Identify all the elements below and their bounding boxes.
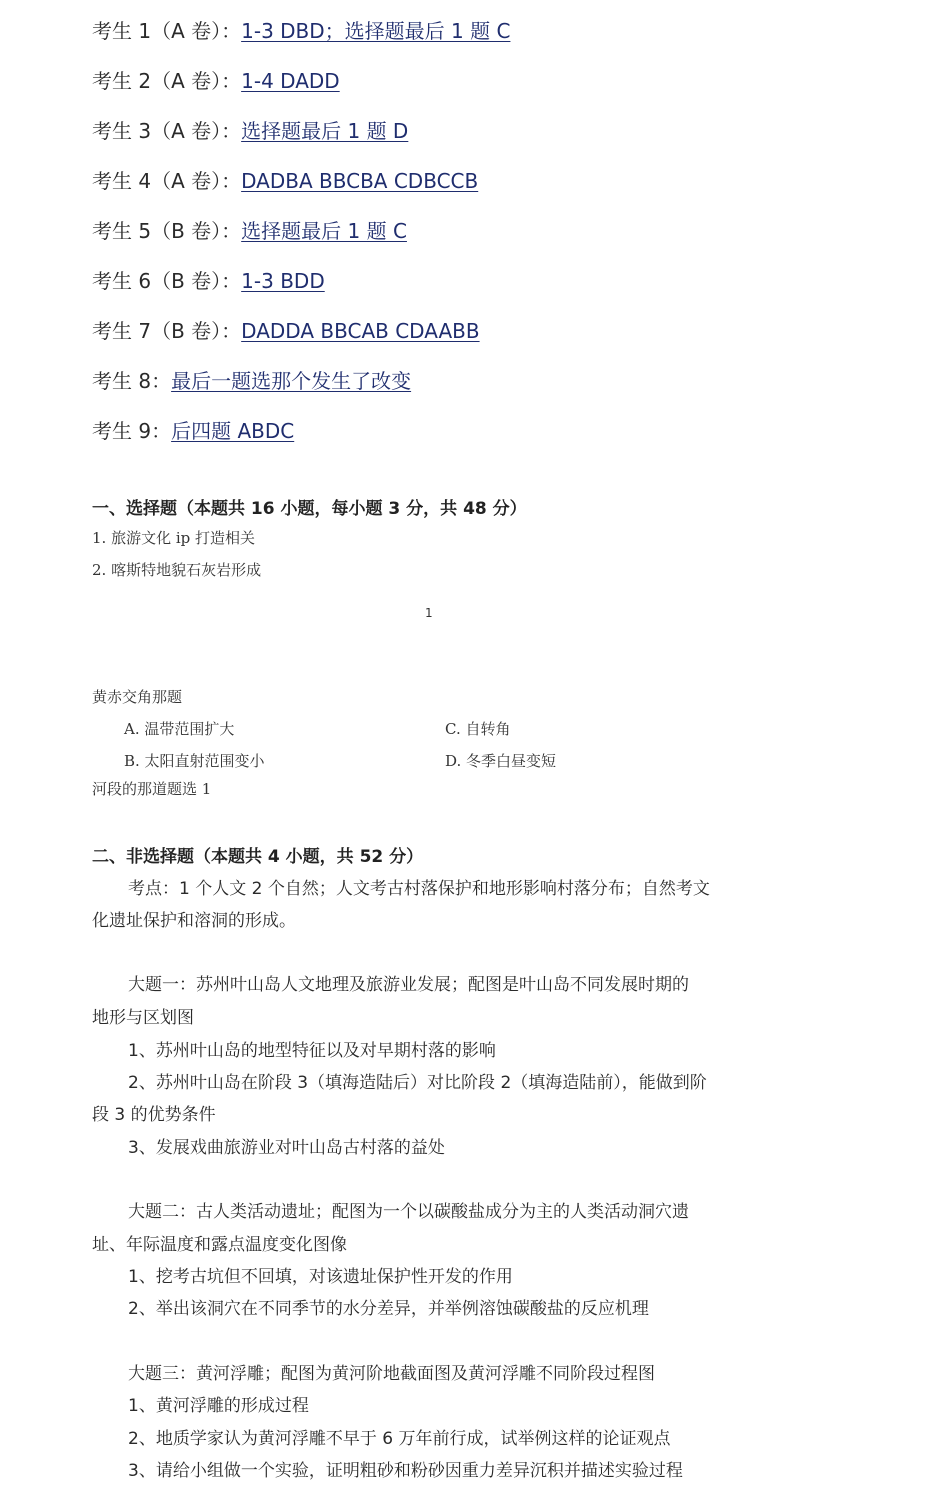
student-label: 考生 3（A 卷）： (92, 119, 242, 143)
student-5-line (92, 218, 407, 244)
student-label: 考生 6（B 卷）： (92, 269, 242, 293)
student-answer: DADBA BBCBA CDBCCB (241, 169, 479, 193)
student-answer: 1-4 DADD (241, 69, 340, 93)
kaodian-line-2: 化遗址保护和溶洞的形成。 (92, 911, 296, 931)
section2-title: 二、非选择题（本题共 4 小题，共 52 分） (92, 847, 424, 867)
q3-item-1: 1、黄河浮雕的形成过程 (128, 1396, 309, 1416)
student-label: 考生 1（A 卷）： (92, 19, 242, 43)
student-label: 考生 8： (92, 369, 172, 393)
student-answer: 选择题最后 1 题 C (241, 219, 407, 243)
option-b: B. 太阳直射范围变小 (124, 752, 265, 770)
q1-item-1: 1、苏州叶山岛的地型特征以及对早期村落的影响 (128, 1041, 496, 1061)
question-title: 黄赤交角那题 (92, 688, 183, 706)
student-answer: 最后一题选那个发生了改变 (171, 369, 412, 393)
student-answer: 1-3 BDD (241, 269, 325, 293)
option-d: D. 冬季白昼变短 (445, 752, 557, 770)
student-label: 考生 5（B 卷）： (92, 219, 242, 243)
q3-item-2: 2、地质学家认为黄河浮雕不早于 6 万年前行成，试举例这样的论证观点 (128, 1429, 671, 1449)
q2-title-line-2: 址、年际温度和露点温度变化图像 (92, 1235, 347, 1255)
option-c: C. 自转角 (445, 720, 511, 738)
student-8-line (92, 368, 411, 394)
student-answer: 后四题 ABDC (171, 419, 295, 443)
section1-title: 一、选择题（本题共 16 小题，每小题 3 分，共 48 分） (92, 499, 527, 519)
q1-title-line-1: 大题一：苏州叶山岛人文地理及旅游业发展；配图是叶山岛不同发展时期的 (128, 975, 689, 995)
q1-item-2-cont: 段 3 的优势条件 (92, 1105, 216, 1125)
q3-title-line-1: 大题三：黄河浮雕；配图为黄河阶地截面图及黄河浮雕不同阶段过程图 (128, 1364, 655, 1384)
student-1-line (92, 18, 510, 44)
student-7-line (92, 318, 480, 344)
q3-item-3: 3、请给小组做一个实验，证明粗砂和粉砂因重力差异沉积并描述实验过程 (128, 1461, 683, 1481)
q2-title-line-1: 大题二：古人类活动遗址；配图为一个以碳酸盐成分为主的人类活动洞穴遗 (128, 1202, 689, 1222)
student-label: 考生 7（B 卷）： (92, 319, 242, 343)
student-label: 考生 9： (92, 419, 172, 443)
section1-item-1: 1. 旅游文化 ip 打造相关 (92, 529, 256, 547)
student-2-line (92, 68, 340, 94)
q1-title-line-2: 地形与区划图 (92, 1008, 194, 1028)
q1-item-2: 2、苏州叶山岛在阶段 3（填海造陆后）对比阶段 2（填海造陆前），能做到阶 (128, 1073, 707, 1093)
section1-note: 河段的那道题选 1 (92, 780, 212, 798)
student-answer: 选择题最后 1 题 D (241, 119, 409, 143)
option-a: A. 温带范围扩大 (124, 720, 235, 738)
page-number: 1 (425, 606, 433, 620)
section1-item-2: 2. 喀斯特地貌石灰岩形成 (92, 561, 262, 579)
student-label: 考生 2（A 卷）： (92, 69, 242, 93)
student-answer: 1-3 DBD；选择题最后 1 题 C (241, 19, 511, 43)
kaodian-line-1: 考点：1 个人文 2 个自然；人文考古村落保护和地形影响村落分布；自然考文 (128, 879, 710, 899)
q2-item-1: 1、挖考古坑但不回填，对该遗址保护性开发的作用 (128, 1267, 513, 1287)
q2-item-2: 2、举出该洞穴在不同季节的水分差异，并举例溶蚀碳酸盐的反应机理 (128, 1299, 649, 1319)
student-4-line (92, 168, 478, 194)
q1-item-3: 3、发展戏曲旅游业对叶山岛古村落的益处 (128, 1138, 445, 1158)
student-3-line (92, 118, 408, 144)
student-answer: DADDA BBCAB CDAABB (241, 319, 480, 343)
student-9-line (92, 418, 294, 444)
student-6-line (92, 268, 325, 294)
student-label: 考生 4（A 卷）： (92, 169, 242, 193)
